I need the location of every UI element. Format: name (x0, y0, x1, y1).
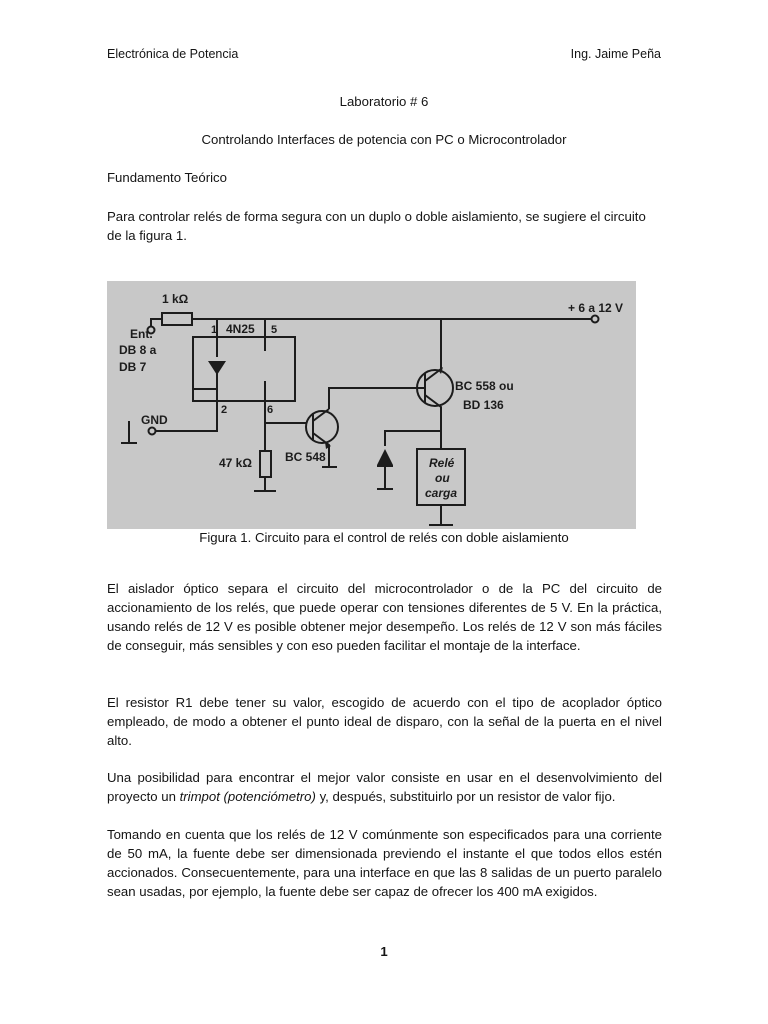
label-opto: 4N25 (226, 322, 255, 336)
paragraph-3-italic: trimpot (potenciómetro) (179, 789, 316, 804)
header-left: Electrónica de Potencia (107, 47, 239, 61)
paragraph-1: El aislador óptico separa el circuito del microcontrolador o de la PC del circuito de accionamiento de los relés, que puede operar con tensiones diferentes de 5 V. En la práctica, usando relés de 12 V es posible obtener mejor desempeño. Los relés de 12 V son más fáciles de conseguir, más sensibles y con eso pueden facilitar el montaje de la interface. (107, 581, 662, 653)
label-q2-a: BC 558 ou (455, 379, 514, 393)
label-supply: + 6 a 12 V (568, 301, 624, 315)
paragraph-4: Tomando en cuenta que los relés de 12 V comúnmente son especificados para una corriente de 50 mA, la fuente debe ser dimensionada previendo el instante el que todos ellos estén accionados. Consecuentemente, para una interface en que las 8 salidas de un puerto paralelo sean usadas, por ejemplo, la fuente debe ser capaz de ofrecer los 400 mA exigidos. (107, 827, 662, 899)
label-relay-2: ou (435, 471, 450, 485)
label-relay-1: Relé (429, 456, 455, 470)
label-gnd: GND (141, 413, 168, 427)
paragraph-3-after: y, después, substituirlo por un resistor de valor fijo. (315, 789, 616, 804)
section-title: Fundamento Teórico (107, 170, 227, 185)
subtitle: Controlando Interfaces de potencia con PC o Microcontrolador (201, 132, 567, 147)
label-db-a: DB 8 a (119, 343, 157, 357)
gnd-terminal (149, 428, 156, 435)
optocoupler-4N25 (193, 337, 295, 401)
label-relay-3: carga (425, 486, 458, 500)
label-db7: DB 7 (119, 360, 147, 374)
label-q1: BC 548 (285, 450, 326, 464)
label-r1: 1 kΩ (162, 292, 189, 306)
label-ent: Ent. (130, 327, 153, 341)
label-r2: 47 kΩ (219, 456, 252, 470)
paragraph-3-before: Una posibilidad para encontrar el mejor valor consiste en usar en el desenvolvimiento del proyecto un (107, 770, 662, 804)
label-pin5: 5 (271, 324, 278, 336)
page-number: 1 (380, 944, 388, 959)
lab-title: Laboratorio # 6 (339, 94, 429, 109)
paragraph-3 (107, 768, 662, 806)
circuit-diagram (107, 281, 636, 529)
supply-terminal (592, 316, 599, 323)
label-pin6: 6 (267, 404, 274, 416)
figure-caption: Figura 1. Circuito para el control de relés con doble aislamiento (199, 530, 569, 545)
label-pin1: 1 (211, 324, 218, 336)
intro-paragraph: Para controlar relés de forma segura con un duplo o doble aislamiento, se sugiere el circuito de la figura 1. (107, 209, 646, 243)
paragraph-2: El resistor R1 debe tener su valor, escogido de acuerdo con el tipo de acoplador óptico empleado, de modo a obtener el punto ideal de disparo, con la señal de la puerta en el nivel alto. (107, 695, 662, 748)
resistor-1k (162, 313, 192, 325)
diode-icon (377, 449, 393, 465)
label-q2-b: BD 136 (463, 398, 504, 412)
circuit-figure (107, 281, 636, 529)
resistor-47k (260, 451, 271, 477)
label-pin2: 2 (221, 404, 228, 416)
header-right: Ing. Jaime Peña (570, 47, 661, 61)
led-icon (208, 361, 226, 375)
